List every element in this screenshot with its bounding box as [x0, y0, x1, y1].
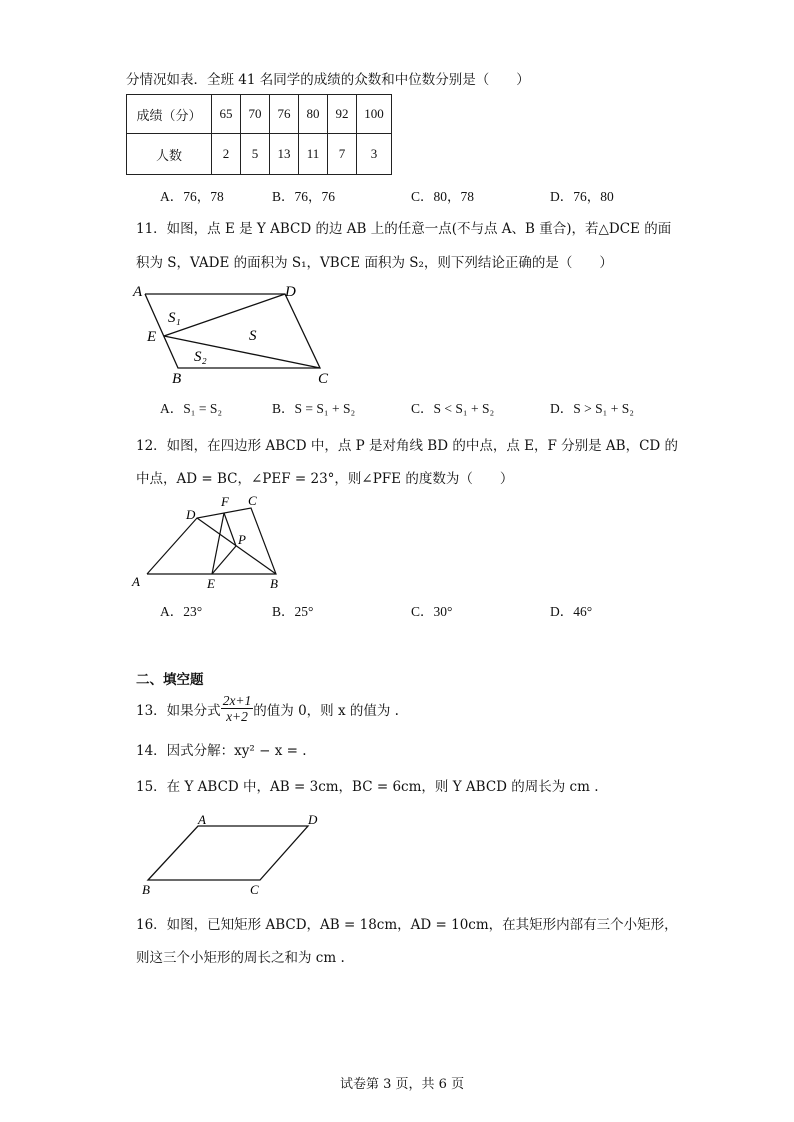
q13-denominator: x+2	[226, 709, 248, 724]
table-cell: 13	[270, 134, 299, 175]
label-a: A	[198, 812, 206, 827]
label-a: A	[132, 574, 140, 589]
q10-option-b: B．76，76	[272, 189, 336, 204]
q16-text-line1: 16．如图，已知矩形 ABCD，AB = 18cm，AD = 10cm，在其矩形内部有三个小矩形，	[136, 917, 678, 933]
q16-text-line2: 则这三个小矩形的周长之和为 cm .	[136, 950, 345, 966]
page-footer: 试卷第 3 页，共 6 页	[340, 1077, 465, 1092]
label-b: B	[172, 371, 182, 387]
label-d: D	[186, 507, 196, 522]
label-d: D	[308, 812, 318, 827]
q11-text-line2: 积为 S，VADE 的面积为 S₁，VBCE 面积为 S₂，则下列结论正确的是（ ）	[136, 255, 613, 271]
label-s1: S₁	[168, 310, 181, 326]
q12-quadrilateral-figure	[130, 490, 290, 592]
table-cell: 100	[357, 95, 392, 134]
q11-option-a: A．S₁ = S₂	[160, 401, 223, 416]
q12-option-a: A．23°	[160, 604, 203, 619]
label-p: P	[238, 532, 246, 547]
table-count-label: 人数	[127, 134, 212, 175]
label-s2: S₂	[194, 349, 207, 365]
label-c: C	[318, 371, 329, 387]
q14-text: 14．因式分解：xy² − x = .	[136, 743, 307, 759]
q13-prefix: 13．如果分式	[136, 702, 221, 719]
label-d: D	[285, 284, 296, 300]
table-cell: 70	[241, 95, 270, 134]
label-e: E	[147, 329, 157, 345]
score-table	[126, 94, 392, 175]
table-cell: 65	[212, 95, 241, 134]
q11-option-c: C．S < S₁ + S₂	[411, 401, 495, 416]
table-cell: 3	[357, 134, 392, 175]
label-f: F	[221, 494, 229, 509]
q13-numerator: 2x+1	[222, 693, 252, 708]
section-title: 二、填空题	[136, 672, 204, 688]
table-header-label: 成绩（分）	[127, 95, 212, 134]
table-cell: 11	[299, 134, 328, 175]
q15-parallelogram-figure	[138, 810, 328, 898]
label-e: E	[207, 576, 215, 591]
table-cell: 92	[328, 95, 357, 134]
q10-option-d: D．76，80	[550, 189, 614, 204]
q11-option-d: D．S > S₁ + S₂	[550, 401, 634, 416]
q12-text-line2: 中点，AD = BC，∠PEF = 23°，则∠PFE 的度数为（ ）	[136, 471, 514, 487]
label-c: C	[248, 493, 257, 508]
label-a: A	[133, 284, 143, 300]
label-b: B	[142, 882, 150, 897]
table-cell: 76	[270, 95, 299, 134]
q11-parallelogram-figure	[130, 280, 340, 388]
q13-line	[136, 693, 399, 724]
q13-fraction	[221, 693, 254, 724]
label-s: S	[249, 328, 257, 344]
q10-option-a: A．76，78	[160, 189, 224, 204]
q10-intro: 分情况如表．全班 41 名同学的成绩的众数和中位数分别是（ ）	[126, 72, 530, 88]
q12-option-d: D．46°	[550, 604, 593, 619]
q12-text-line1: 12．如图，在四边形 ABCD 中，点 P 是对角线 BD 的中点，点 E，F 分别是 AB，CD 的	[136, 438, 679, 454]
q12-option-b: B．25°	[272, 604, 314, 619]
q11-option-b: B．S = S₁ + S₂	[272, 401, 356, 416]
label-b: B	[270, 576, 278, 591]
table-cell: 5	[241, 134, 270, 175]
q10-option-c: C．80，78	[411, 189, 475, 204]
q12-option-c: C．30°	[411, 604, 453, 619]
label-c: C	[250, 882, 259, 897]
table-cell: 7	[328, 134, 357, 175]
q15-text: 15．在 Y ABCD 中，AB = 3cm，BC = 6cm，则 Y ABCD 的周长为 cm .	[136, 779, 599, 795]
table-cell: 2	[212, 134, 241, 175]
q11-text-line1: 11．如图，点 E 是 Y ABCD 的边 AB 上的任意一点(不与点 A、B 重合)，若△DCE 的面	[136, 221, 672, 237]
table-cell: 80	[299, 95, 328, 134]
q13-suffix: 的值为 0，则 x 的值为 .	[253, 702, 399, 719]
